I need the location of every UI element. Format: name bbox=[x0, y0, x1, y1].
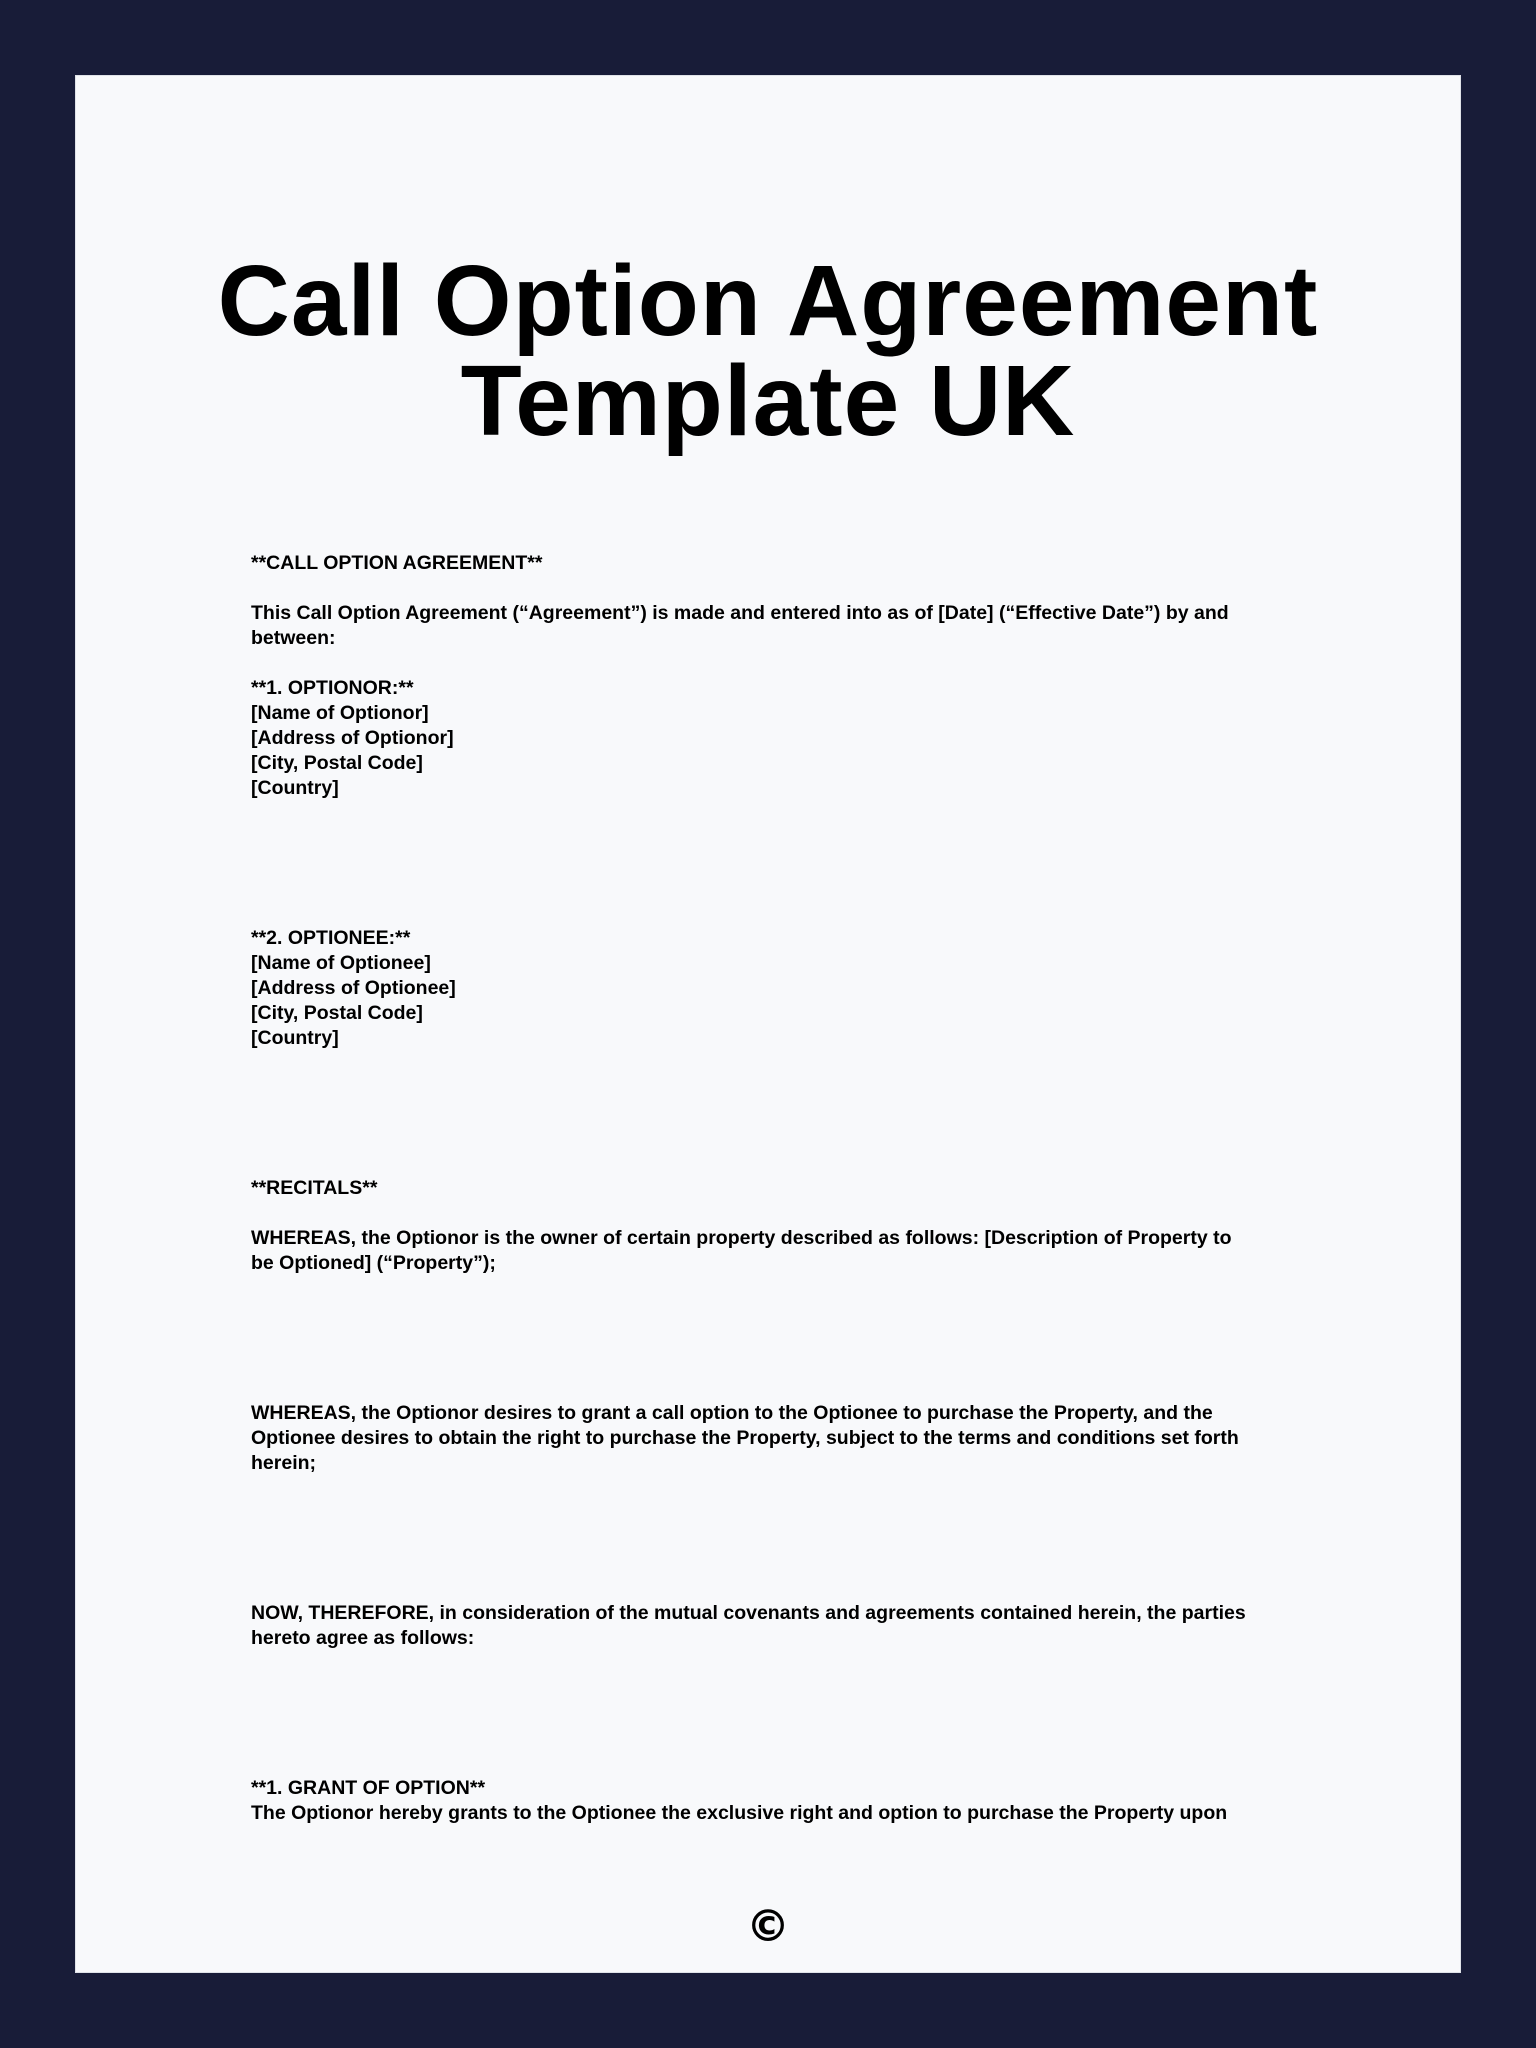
optionee-heading: **2. OPTIONEE:** bbox=[251, 927, 411, 949]
grant-of-option-section bbox=[251, 1776, 1351, 1826]
agreement-heading bbox=[251, 551, 1351, 576]
optionor-address: [Address of Optionor] bbox=[251, 727, 454, 749]
optionee-country: [Country] bbox=[251, 1027, 339, 1049]
title-line-2: Template UK bbox=[460, 345, 1076, 457]
whereas-paragraph-2 bbox=[251, 1401, 1351, 1476]
title-line-1: Call Option Agreement bbox=[217, 245, 1319, 357]
intro-line-1: This Call Option Agreement (“Agreement”) is made and entered into as of [Date] (“Effective Date”) by and bbox=[251, 602, 1229, 624]
recitals-heading-text: **RECITALS** bbox=[251, 1177, 378, 1199]
intro-paragraph bbox=[251, 601, 1351, 651]
optionor-country: [Country] bbox=[251, 777, 339, 799]
optionee-city: [City, Postal Code] bbox=[251, 1002, 423, 1024]
optionor-heading: **1. OPTIONOR:** bbox=[251, 677, 414, 699]
copyright-icon: © bbox=[746, 1901, 790, 1952]
whereas-1-line-1: WHEREAS, the Optionor is the owner of certain property described as follows: [Description of Property to bbox=[251, 1227, 1232, 1249]
document-title bbox=[76, 245, 1460, 457]
optionor-city: [City, Postal Code] bbox=[251, 752, 423, 774]
whereas-1-line-2: be Optioned] (“Property”); bbox=[251, 1252, 496, 1274]
whereas-2-line-3: herein; bbox=[251, 1452, 317, 1474]
grant-text: The Optionor hereby grants to the Optionee the exclusive right and option to purchase the Property upon bbox=[251, 1802, 1228, 1824]
now-therefore-paragraph bbox=[251, 1601, 1351, 1651]
now-therefore-line-2: hereto agree as follows: bbox=[251, 1627, 475, 1649]
whereas-2-line-2: Optionee desires to obtain the right to purchase the Property, subject to the terms and conditions set forth bbox=[251, 1427, 1239, 1449]
agreement-heading-text: **CALL OPTION AGREEMENT** bbox=[251, 552, 543, 574]
optionee-name: [Name of Optionee] bbox=[251, 952, 431, 974]
recitals-heading bbox=[251, 1176, 1351, 1201]
whereas-2-line-1: WHEREAS, the Optionor desires to grant a call option to the Optionee to purchase the Property, and the bbox=[251, 1402, 1213, 1424]
intro-line-2: between: bbox=[251, 627, 336, 649]
optionee-address: [Address of Optionee] bbox=[251, 977, 456, 999]
now-therefore-line-1: NOW, THEREFORE, in consideration of the mutual covenants and agreements contained herein, the parties bbox=[251, 1602, 1246, 1624]
optionor-name: [Name of Optionor] bbox=[251, 702, 429, 724]
optionee-block bbox=[251, 926, 1351, 1051]
optionor-block bbox=[251, 676, 1351, 801]
whereas-paragraph-1 bbox=[251, 1226, 1351, 1276]
grant-heading: **1. GRANT OF OPTION** bbox=[251, 1777, 486, 1799]
document-page bbox=[75, 75, 1461, 1973]
